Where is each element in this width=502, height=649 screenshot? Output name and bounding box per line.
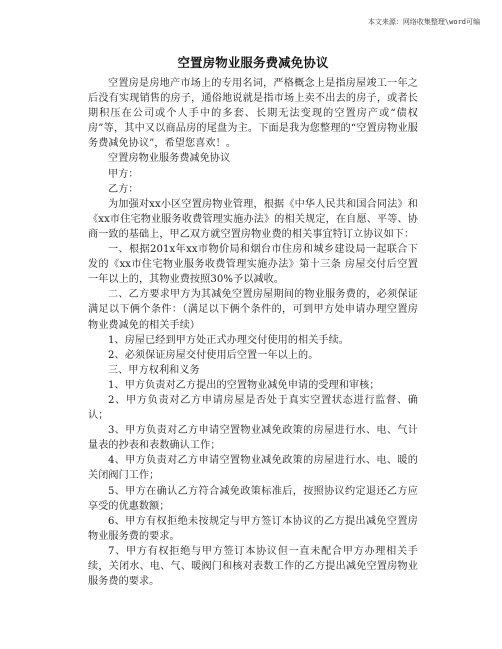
clause-2: 二、乙方要求甲方为其减免空置房屋期间的物业服务费的，必须保证满足以下俩个条件：（满足以下俩个条件的，可到甲方处申请办理空置房物业费减免的相关手续） (88, 289, 418, 331)
clause-3-item-6: 6、甲方有权拒绝未按规定与甲方签订本协议的乙方提出减免空置房物业服务费的要求。 (88, 515, 418, 542)
party-b-label: 乙方： (108, 183, 139, 195)
document-body (88, 55, 418, 589)
clause-1: 一、根据201x年xx市物价局和烟台市住房和城乡建设局一起联合下发的《xx市住宅物业服务收费管理实施办法》第十三条 房屋交付后空置一年以上的，其物业费按照30%予以减收。 (88, 244, 418, 286)
clause-3-item-2: 2、甲方负责对乙方申请房屋是否处于真实空置状态进行监督、确认； (88, 394, 418, 422)
agreement-name: 空置房物业服务费减免协议 (108, 153, 231, 165)
clause-3-heading: 三、甲方权利和义务 (108, 364, 200, 376)
clause-3-item-5: 5、甲方在确认乙方符合减免政策标准后，按照协议约定退还乙方应享受的优惠数额； (88, 485, 418, 512)
source-note: 本文来源：网络收集整理\word可编 (367, 18, 480, 26)
clause-2-item-2: 2、必须保证房屋交付使用后空置一年以上的。 (108, 349, 319, 361)
party-a-label: 甲方： (108, 168, 139, 180)
intro-paragraph: 空置房是房地产市场上的专用名词，严格概念上是指房屋竣工一年之后没有实现销售的房子，通俗地说就是指市场上卖不出去的房子，或者长期积压在公司或个人手中的多套、长期无法变现的空置房产或“债权房”等，其中又以商品房的尾盘为主。下面是我为您整理的“空置房物业服务费减免协议”，希望您喜欢！。 (88, 78, 418, 150)
clause-3-item-7: 7、甲方有权拒绝与甲方签订本协议但一直未配合甲方办理相关手续，关闭水、电、气、暖阀门和核对表数工作的乙方提出减免空置房物业服务费的要求。 (88, 545, 418, 588)
document-title: 空置房物业服务费减免协议 (177, 55, 329, 70)
clause-3-item-1: 1、甲方负责对乙方提出的空置物业减免申请的受理和审核； (108, 379, 380, 391)
clause-3-item-3: 3、甲方负责对乙方申请空置物业减免政策的房屋进行水、电、气计量表的抄表和表数确认工作； (88, 425, 418, 452)
preamble-paragraph: 为加强对xx小区空置房物业管理，根据《中华人民共和国合同法》和《xx市住宅物业服务收费管理实施办法》的相关规定，在自愿、平等、协商一致的基础上，甲乙双方就空置房物业费的相关事宜特订立协议如下： (88, 198, 418, 240)
clause-3-item-4: 4、甲方负责对乙方申请空置物业减免政策的房屋进行水、电、暖的关闭阀门工作； (88, 455, 418, 482)
clause-2-item-1: 1、房屋已经到甲方处正式办理交付使用的相关手续。 (108, 334, 349, 346)
